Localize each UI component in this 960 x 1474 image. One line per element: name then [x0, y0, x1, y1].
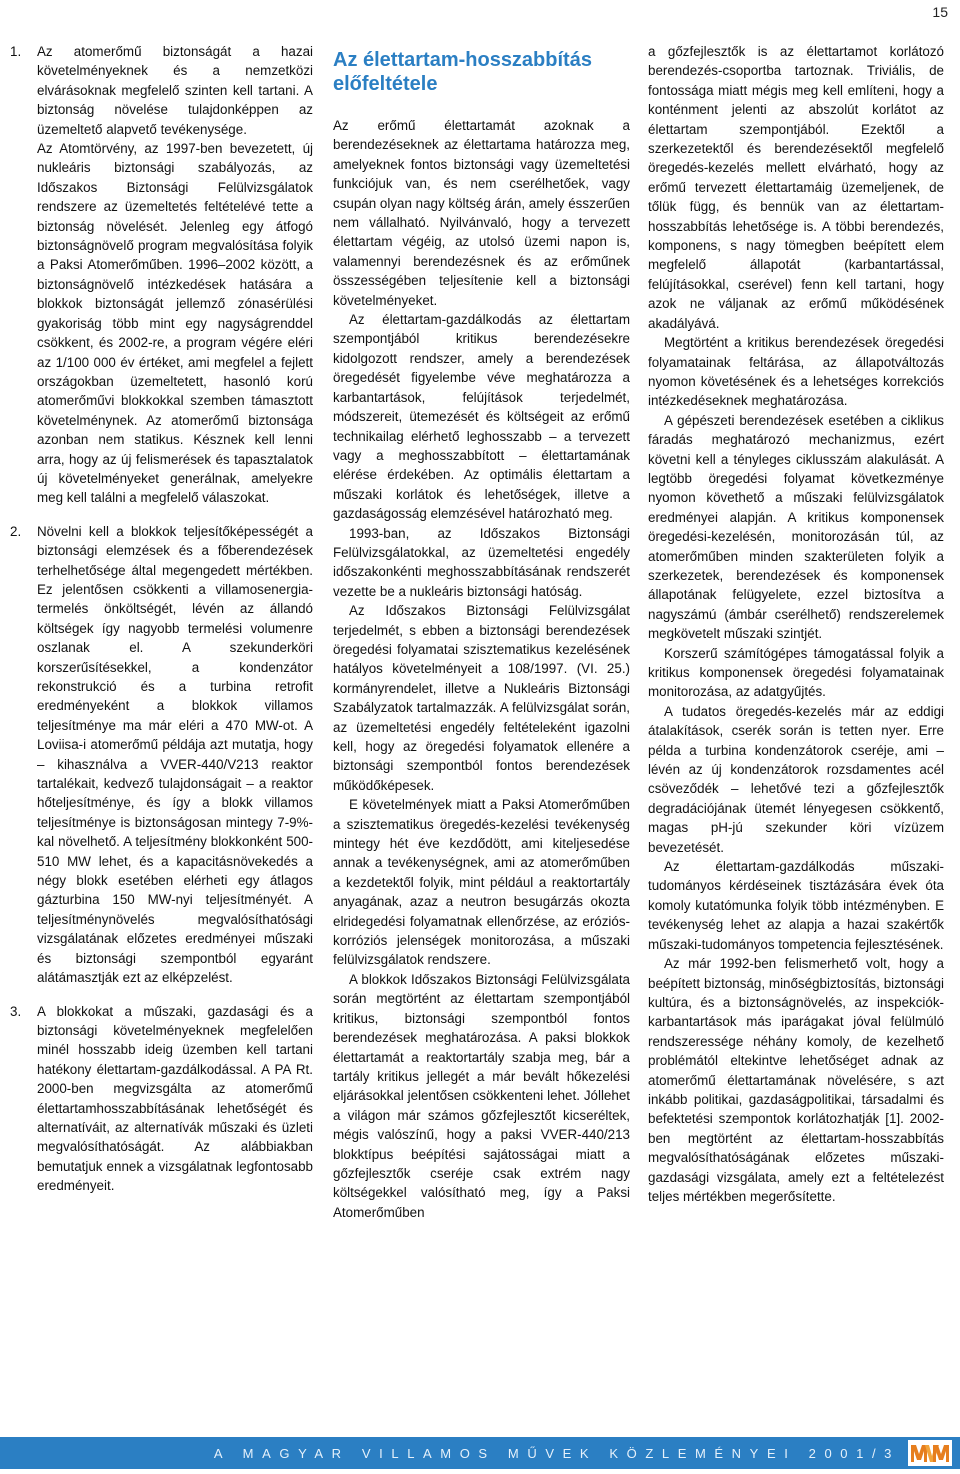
list-item-2 — [10, 522, 313, 988]
paragraph: E követelmények miatt a Paksi Atomerőműben a szisztematikus öregedés-kezelési tevékenység mintegy hét éve kezdődött, ami kiteljesedése annak a tevékenységnek, ami az atomerőműben a kezdetektől folyik, mint például a reaktortartály anyagának, azaz a neutron besugárzás okozta elridegedési folyamatnak ellenőrzése, az eróziós-korróziós jelenségek monitorozása, a műszaki felülvizsgálatok rendszere. — [333, 797, 630, 968]
paragraph: A tudatos öregedés-kezelés már az eddigi átalakítások, cserék során is tetten nyer. Erre példa a turbina kondenzátorok cseréje, ami – lévén az új kondenzátorok rozsdamentes acél csöveződék – lehetővé tezi a gőzfejlesztők degradációjának ütemét lényegesen csökkentő, magas pH-jú szekunder köri vízüzem bevezetését. — [648, 703, 944, 855]
page-number: 15 — [932, 4, 948, 20]
journal-title: A MAGYAR VILLAMOS MŰVEK KÖZLEMÉNYEI 2001/3 — [213, 1446, 900, 1461]
paragraph: Az Időszakos Biztonsági Felülvizsgálat terjedelmét, s ebben a biztonsági berendezések öregedési folyamatai szisztematikus kezelésének hatályos követelményeit a 108/1997. (VI. 25.) kormányrendelet, illetve a Nukleáris Biztonsági Szabályzatok tartalmazzák. A felülvizsgálat során, az üzemeltetési engedély feltételeként igazolni kell, hogy az öregedési folyamatok ellenére a biztonsági szempontból fontos berendezések működőképesek. — [333, 603, 630, 793]
paragraph: Megtörtént a kritikus berendezések öregedési folyamatainak feltárása, az állapotváltozás nyomon követésének és a lehetséges korrekciós intézkedéseknek meghatározása. — [648, 335, 944, 409]
paragraph: Az élettartam-gazdálkodás az élettartam szempontjából kritikus berendezésekre kidolgozott rendszer, amely a berendezések öregedését figyelembe véve meghatározza a karbantartások, felújítások terjedelmét, módszereit, ütemezését és költségeit az erőmű technikailag elérhető leghosszabb – a tervezett vagy a meghosszabbított – élettartamának elérése érdekében. Az optimális élettartam a műszaki korlátok és lehetőségek, illetve a gazdaságosság elemzésével határozható meg. — [333, 312, 630, 522]
paragraph: a gőzfejlesztők is az élettartamot korlátozó berendezés-csoportba tartoznak. Triviális, de fontossága miatt mégis meg kell említeni, hogy a konténment jelenti az abszolút korlátot az élettartam szempontjából. Ezektől a szerkezetektől és berendezésektől megfelelő öregedés-kezelés mellett elvárható, hogy az erőmű tervezett élettartamáig üzemeljenek, de tőlük függ, és bennük van az élettartam-hosszabbítás lehetősége is. A többi berendezés, komponens, s nagy tömegben beépített elem megfelelő állapotát (karbantartással, felújításokkal, cserével) fenn kell tartani, hogy azok ne váljanak az erőmű működésének akadályává. — [648, 44, 944, 331]
paragraph: Az már 1992-ben felismerhető volt, hogy a beépített biztonság, minőségbiztosítás, biztonsági kultúra, és a biztonságnövelés, az inspekciók-karbantartások más iparágakat jóval felülmúló rendszeressége néhány komoly, de kezelhető problémától eltekintve lehetőséget adnak az atomerőmű élettartamának növelésére, s azt inkább politikai, gazdaságpolitikai, társadalmi és befektetési szempontok korlátozhatják [1]. 2002-ben megtörtént az élettartam-hosszabbítás megvalósíthatóságának előzetes műszaki-gazdasági vizsgálata, amely ezt a feltételezést teljes mértékben megerősítette. — [648, 956, 944, 1204]
footer-bar — [0, 1437, 960, 1469]
paragraph: Az atomerőmű biztonságát a hazai követelményeknek és a nemzetközi elvárásoknak megfelelő szinten kell tartani. A biztonság növelése tulajdonképpen az üzemeltető alapvető tevékenysége. — [37, 44, 313, 137]
paragraph: A gépészeti berendezések esetében a ciklikus fáradás meghatározó mechanizmus, ezért követni kell a tényleges ciklusszám alakulását. A legtöbb öregedési folyamat következménye nyomon követhető a műszaki felülvizsgálatok eredményei alapján. A kritikus komponensek öregedési-kezelésén, monitorozásán túl, az atomerőműben minden szakterületen folyik a szerkezetek, berendezések és komponensek állapotának felügyelete, ezzel biztosítva a nagyszámú (ámbár cserélhető) rendszerelemek megkövetelt műszaki szintjét. — [648, 412, 944, 642]
paragraph: Az Atomtörvény, az 1997-ben bevezetett, új nukleáris biztonsági szabályozás, az Időszakos Biztonsági Felülvizsgálatok rendszere az üzemeltetés feltételévé tette a biztonság növelését. Jelenleg egy átfogó biztonságnövelő program megvalósítása folyik a Paksi Atomerőműben. 1996–2002 között, a biztonságnövelő intézkedések hatására a blokkok biztonságát jellemző zónasérülési gyakoriság több mint egy nagyságrenddel csökkent, és 2002-re, a program végére eléri az 1/100 000 év értéket, ami megfelel a fejlett országokban üzemeltetett, hasonló korú atomerőművi blokkokkal szemben támasztott követelménynek. Az atomerőmű biztonsága azonban nem statikus. Késznek kell lenni arra, hogy az új felismerések és tapasztalatok új követelményeket generálnak, amelyekre meg kell találni a megfelelő válaszokat. — [37, 141, 313, 506]
list-item-3 — [10, 1002, 313, 1196]
column-2 — [333, 42, 630, 1222]
section-heading: Az élettartam-hosszabbítás előfeltétele — [333, 49, 592, 95]
list-item-1 — [10, 42, 313, 508]
column-3 — [648, 42, 944, 1206]
list-number: 3. — [10, 1003, 22, 1019]
list-number: 2. — [10, 523, 22, 539]
paragraph: 1993-ban, az Időszakos Biztonsági Felülvizsgálatokkal, az üzemeltetési engedély időszakonkénti meghosszabbításának rendszerét vezette be a nukleáris biztonsági hatóság. — [333, 525, 630, 599]
mvm-logo-icon — [908, 1440, 952, 1466]
paragraph: Növelni kell a blokkok teljesítőképességét a biztonsági elemzések és a főberendezések terhelhetősége által megengedett mértékben. Ez jelentősen csökkenti a villamosenergia-termelés önköltségét, lévén az állandó költségek így nagyobb termelési volumenre oszlanak el. A szekunderköri korszerűsítésekkel, a kondenzátor rekonstrukció és a turbina retrofit eredményeként a blokkok villamos teljesítménye ma már eléri a 470 MW-ot. A Loviisa-i atomerőmű példája azt mutatja, hogy – kihasználva a VVER-440/V213 reaktor tartalékait, kedvező tulajdonságait – a reaktor hőteljesítménye, és így a blokk villamos teljesítménye is biztonságosan mintegy 7-9%-kal növelhető. A teljesítmény blokkonként 500-510 MW lehet, és a kapacitásnövekedés a négy blokk esetében elérheti egy átlagos gázturbina 150 MW-nyi teljesítményét. A teljesítménynövelés megvalósíthatósági vizsgálatának előzetes eredményei műszaki és biztonsági szempontból egyaránt alátámasztják ezt az elképzelést. — [37, 523, 313, 986]
list-number: 1. — [10, 44, 22, 59]
paragraph: Az élettartam-gazdálkodás műszaki-tudományos kérdéseinek tisztázására évek óta komoly kutatómunka folyik több intézményben. E tevékenység lehet az alapja a hazai szakértők műszaki-tudományos tompetencia fejlesztésének. — [648, 859, 944, 952]
paragraph: A blokkok Időszakos Biztonsági Felülvizsgálata során megtörtént az élettartam szempontjából kritikus, biztonsági szempontból fontos berendezések meghatározása. A paksi blokkok élettartamát a reaktortartály szabja meg, bár a tartály kritikus jellegét a már bevált hőkezelési eljárásokkal jelentősen csökkenteni lehet. Jóllehet a világon már számos gőzfejlesztőt kicseréltek, mégis valószínű, hogy a paksi VVER-440/213 blokktípus beépítési sajátosságai miatt a gőzfejlesztők cseréje csak extrém nagy költségekkel valósítható meg, így a Paksi Atomerőműben — [333, 971, 630, 1220]
paragraph: Korszerű számítógépes támogatással folyik a kritikus komponensek öregedési folyamatainak monitorozása, az adatgyűjtés. — [648, 645, 944, 700]
column-1 — [10, 42, 313, 1210]
paragraph: Az erőmű élettartamát azoknak a berendezéseknek az élettartama határozza meg, amelyeknek fontos biztonsági vagy üzemeltetési funkciójuk van, és nem cserélhetőek, vagy csupán olyan nagy költség árán, amely ésszerűen nem vállalható. Nyilvánvaló, hogy a tervezett élettartam végéig, az utolsó üzemi napon is, valamennyi berendezésnek és az erőműnek összességében teljesítenie kell a biztonsági követelményeket. — [333, 118, 631, 308]
numbered-list — [10, 42, 313, 1196]
paragraph: A blokkokat a műszaki, gazdasági és a biztonsági követelményeknek megfelelően minél hosszabb ideig üzemben kell tartani hatékony élettartam-gazdálkodással. A PA Rt. 2000-ben megvizsgálta az atomerőmű élettartamhosszabbításának lehetőségét és alternatíváit, az alternatívák műszaki és üzleti megvalósíthatóságát. Az alábbiakban bemutatjuk ennek a vizsgálatnak legfontosabb eredményeit. — [37, 1003, 313, 1194]
